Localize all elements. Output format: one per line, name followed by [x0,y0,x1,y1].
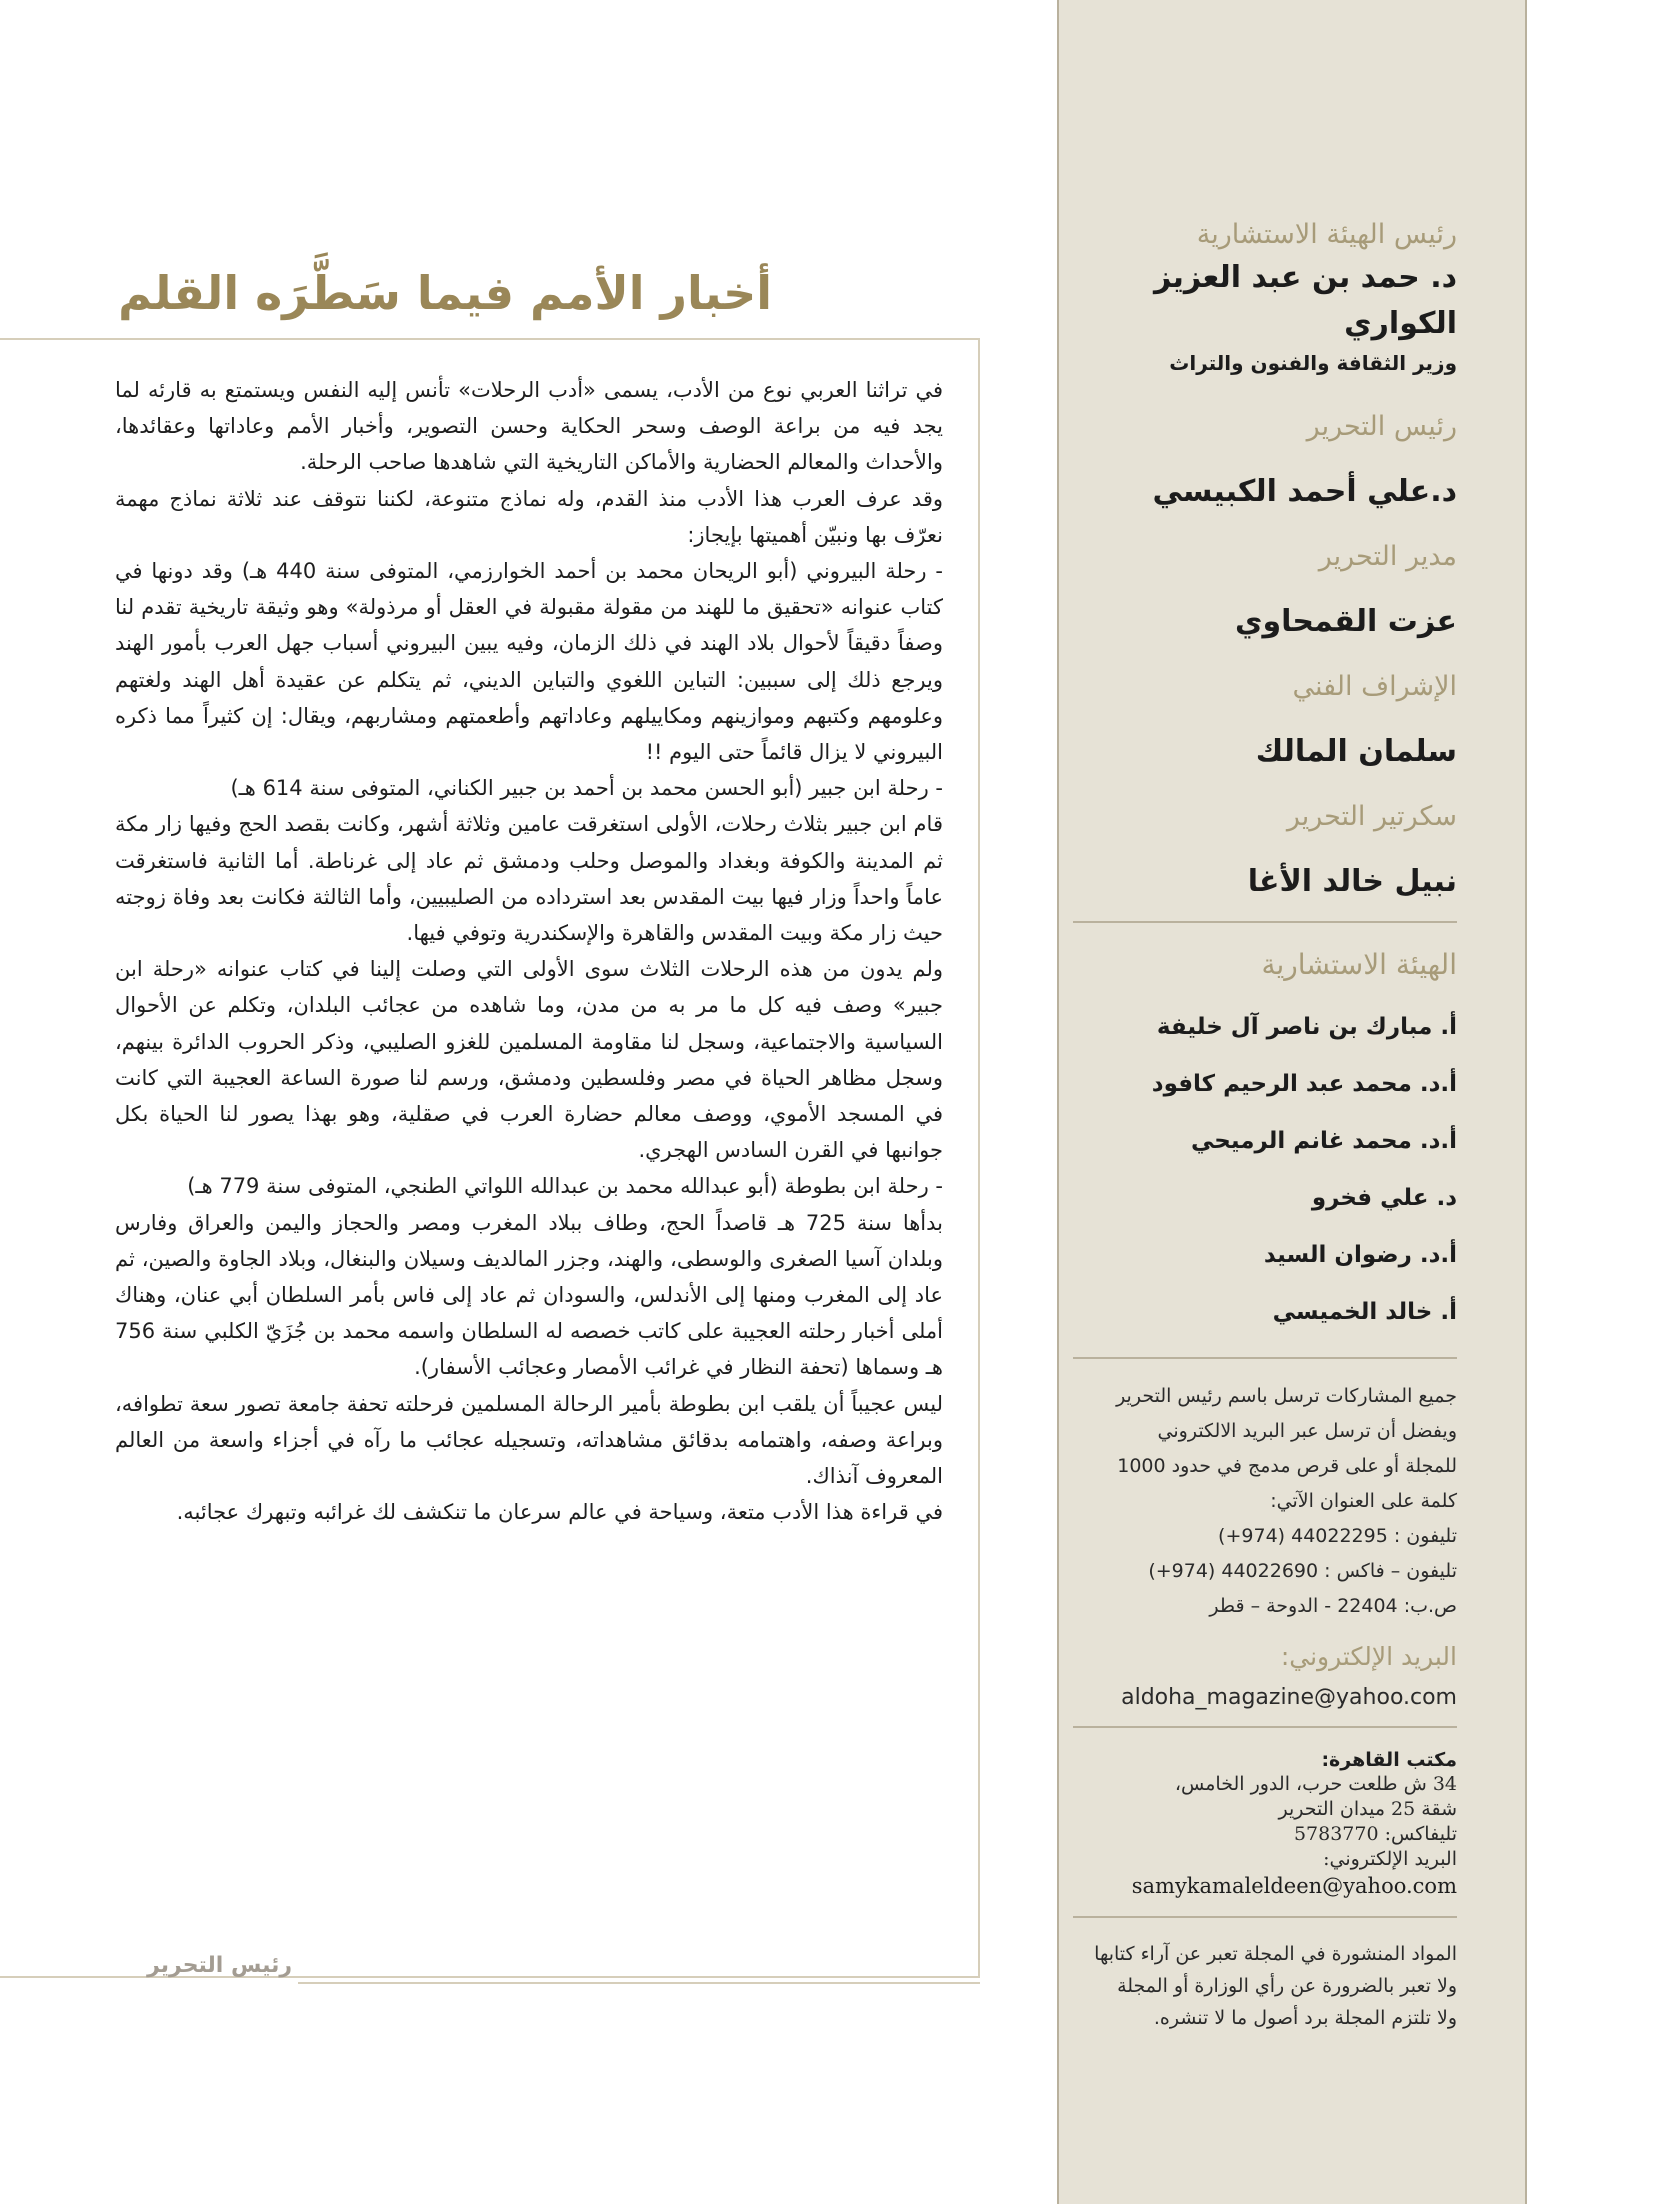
advisory-member: أ.د. محمد عبد الرحيم كافود [1151,1071,1457,1097]
disclaimer-line: ولا تعبر بالضرورة عن رأي الوزارة أو المجلة [1117,1975,1457,1997]
board-head-role: رئيس الهيئة الاستشارية [1196,219,1457,250]
cairo-office [1073,1748,1457,1900]
managing-editor-role: مدير التحرير [1318,541,1457,572]
email-label: البريد الإلكتروني: [1280,1642,1457,1671]
submissions-line: للمجلة أو على قرص مدمج في حدود 1000 [1117,1455,1457,1477]
advisory-member: أ.د. محمد غانم الرميحي [1190,1128,1457,1154]
submissions-line: جميع المشاركات ترسل باسم رئيس التحرير [1116,1385,1457,1407]
art-director-role: الإشراف الفني [1292,671,1457,702]
managing-editor-name: عزت القمحاوي [1234,604,1457,639]
divider [1073,1916,1457,1918]
advisory-member: أ. مبارك بن ناصر آل خليفة [1156,1014,1457,1040]
board-head-title: وزير الثقافة والفنون والتراث [1169,351,1457,375]
article-paragraph: ليس عجيباً أن يلقب ابن بطوطة بأمير الرحالة المسلمين فرحلته تحفة جامعة تصور سعة تطوافه، وبراعة وصفه، واهتمامه بدقائق مشاهداته، وتسجيله عجائب ما رآه في أجزاء واسعة من العالم المعروف آنذاك. [115,1391,943,1489]
masthead-sidebar [1057,0,1527,2204]
cairo-line: شقة 25 ميدان التحرير [1278,1798,1457,1820]
submissions-note [1073,1379,1457,1624]
advisory-member: أ.د. رضوان السيد [1263,1242,1457,1268]
disclaimer-line: ولا تلتزم المجلة برد أصول ما لا تنشره. [1153,2007,1457,2029]
article-paragraph: قام ابن جبير بثلاث رحلات، الأولى استغرقت عامين وثلاثة أشهر، وكانت بقصد الحج وفيها زار مكة ثم المدينة والكوفة وبغداد والموصل وحلب ودمشق ثم عاد إلى غرناطة. أما الثانية فاستغرقت عاماً واحداً وزار فيها بيت المقدس بعد استرداده من الصليبيين، وأما الثالثة فكانت بعد وفاة زوجته حيث زار مكة وبيت المقدس والقاهرة والإسكندرية وتوفي فيها. [115,812,943,946]
article-paragraph: بدأها سنة 725 هـ قاصداً الحج، وطاف ببلاد المغرب ومصر والحجاز واليمن والعراق وفارس وبلدان آسيا الصغرى والوسطى، والهند، وجزر المالديف وسيلان والبنغال، وبلاد الجاوة والصين، ثم عاد إلى المغرب ومنها إلى الأندلس، والسودان ثم عاد إلى فاس بأمر السلطان أبي عنان، وهناك أملى أخبار رحلته العجيبة على كاتب خصصه له السلطان واسمه محمد بن جُزَيّ الكلبي سنة 756 هـ وسماها (تحفة النظار في غرائب الأمصار وعجائب الأسفار). [115,1210,943,1380]
po-box-line: ص.ب: 22404 - الدوحة – قطر [1209,1595,1457,1617]
email-address[interactable]: aldoha_magazine@yahoo.com [1121,1685,1457,1710]
cairo-email[interactable]: samykamaleldeen@yahoo.com [1131,1874,1457,1898]
article-paragraph: في تراثنا العربي نوع من الأدب، يسمى «أدب الرحلات» تأنس إليه النفس ويستمتع به قارئه لما يجد فيه من براعة الوصف وسحر الحكاية وحسن التصوير، وأخبار الأمم وعاداتها وعقائدها، والأحداث والمعالم الحضارية والأماكن التاريخية التي شاهدها صاحب الرحلة. [115,378,943,475]
cairo-line: البريد الإلكتروني: [1323,1848,1457,1870]
signature-rule [298,1982,980,1984]
fax-line: تليفون – فاكس : 44022690 (974+) [1148,1560,1457,1582]
advisory-member: د. علي فخرو [1311,1185,1457,1211]
advisory-members-list [1073,999,1457,1341]
art-director-name: سلمان المالك [1255,734,1457,769]
submissions-line: ويفضل أن ترسل عبر البريد الالكتروني [1157,1420,1457,1442]
article-body [115,372,943,1531]
cairo-office-title: مكتب القاهرة: [1321,1749,1457,1771]
disclaimer-line: المواد المنشورة في المجلة تعبر عن آراء كتابها [1094,1943,1457,1965]
advisory-member: أ. خالد الخميسي [1272,1299,1457,1325]
submissions-line: كلمة على العنوان الآتي: [1270,1490,1457,1512]
article-paragraph: - رحلة ابن بطوطة (أبو عبدالله محمد بن عبدالله اللواتي الطنجي، المتوفى سنة 779 هـ) [187,1174,943,1199]
editor-in-chief-role: رئيس التحرير [1306,411,1457,442]
article-paragraph: وقد عرف العرب هذا الأدب منذ القدم، وله نماذج متنوعة، لكننا نتوقف عند ثلاثة نماذج مهمة نعرّف بها ونبيّن أهميتها بإيجاز: [115,486,943,547]
article-paragraph: - رحلة البيروني (أبو الريحان محمد بن أحمد الخوارزمي، المتوفى سنة 440 هـ) وقد دونها في كتاب عنوانه «تحقيق ما للهند من مقولة مقبولة في العقل أو مرذولة» وهو وثيقة تاريخية تقدم لنا وصفاً دقيقاً لأحوال بلاد الهند في ذلك الزمان، وفيه يبين البيروني أسباب جهل العرب بأمور الهند ويرجع ذلك إلى سببين: التباين اللغوي والتباين الديني، ثم يتكلم عن عقيدة أهل الهند ولغتهم وعلومهم وكتبهم وموازينهم ومكاييلهم وعاداتهم وأطعمتهم ومشاربهم، ويقال: إن كثيراً مما ذكره البيروني لا يزال قائماً حتى اليوم !! [115,559,944,765]
divider [1073,1357,1457,1359]
phone-line: تليفون : 44022295 (974+) [1218,1525,1457,1547]
cairo-line: تليفاكس: 5783770 [1293,1823,1457,1845]
article-paragraph: في قراءة هذا الأدب متعة، وسياحة في عالم سرعان ما تنكشف لك غرائبه وتبهرك عجائبه. [176,1500,943,1525]
advisory-board-title: الهيئة الاستشارية [1261,948,1457,981]
disclaimer [1073,1938,1457,2034]
cairo-line: 34 ش طلعت حرب، الدور الخامس، [1174,1773,1457,1795]
divider [1073,921,1457,923]
article-paragraph: - رحلة ابن جبير (أبو الحسن محمد بن أحمد بن جبير الكناني، المتوفى سنة 614 هـ) [230,776,943,801]
article-title: أخبار الأمم فيما سَطَّرَه القلم [118,266,772,320]
editor-in-chief-name: د.علي أحمد الكبيسي [1152,474,1457,509]
article-paragraph: ولم يدون من هذه الرحلات الثلاث سوى الأولى التي وصلت إلينا في كتاب عنوانه «رحلة ابن جبير» وصف فيه كل ما مر به من مدن، وما شاهده من عجائب البلدان، وتكلم عن الأحوال السياسية والاجتماعية، وسجل لنا مقاومة المسلمين للغزو الصليبي، وذكر الحروب الدائرة بينهم، وسجل مظاهر الحياة في مصر وفلسطين ودمشق، ورسم لنا صورة الساعة العجيبة التي كانت في المسجد الأموي، ووصف معالم حضارة العرب في صقلية، وهو بهذا يصور لنا الحياة بكل جوانبها في القرن السادس الهجري. [115,957,943,1163]
divider [1073,1726,1457,1728]
board-head-name: د. حمد بن عبد العزيز الكواري [1153,260,1457,341]
masthead-content [1073,215,1457,2034]
secretary-role: سكرتير التحرير [1286,801,1457,832]
article-signature: رئيس التحرير [147,1953,292,1978]
secretary-name: نبيل خالد الأغا [1247,864,1457,899]
